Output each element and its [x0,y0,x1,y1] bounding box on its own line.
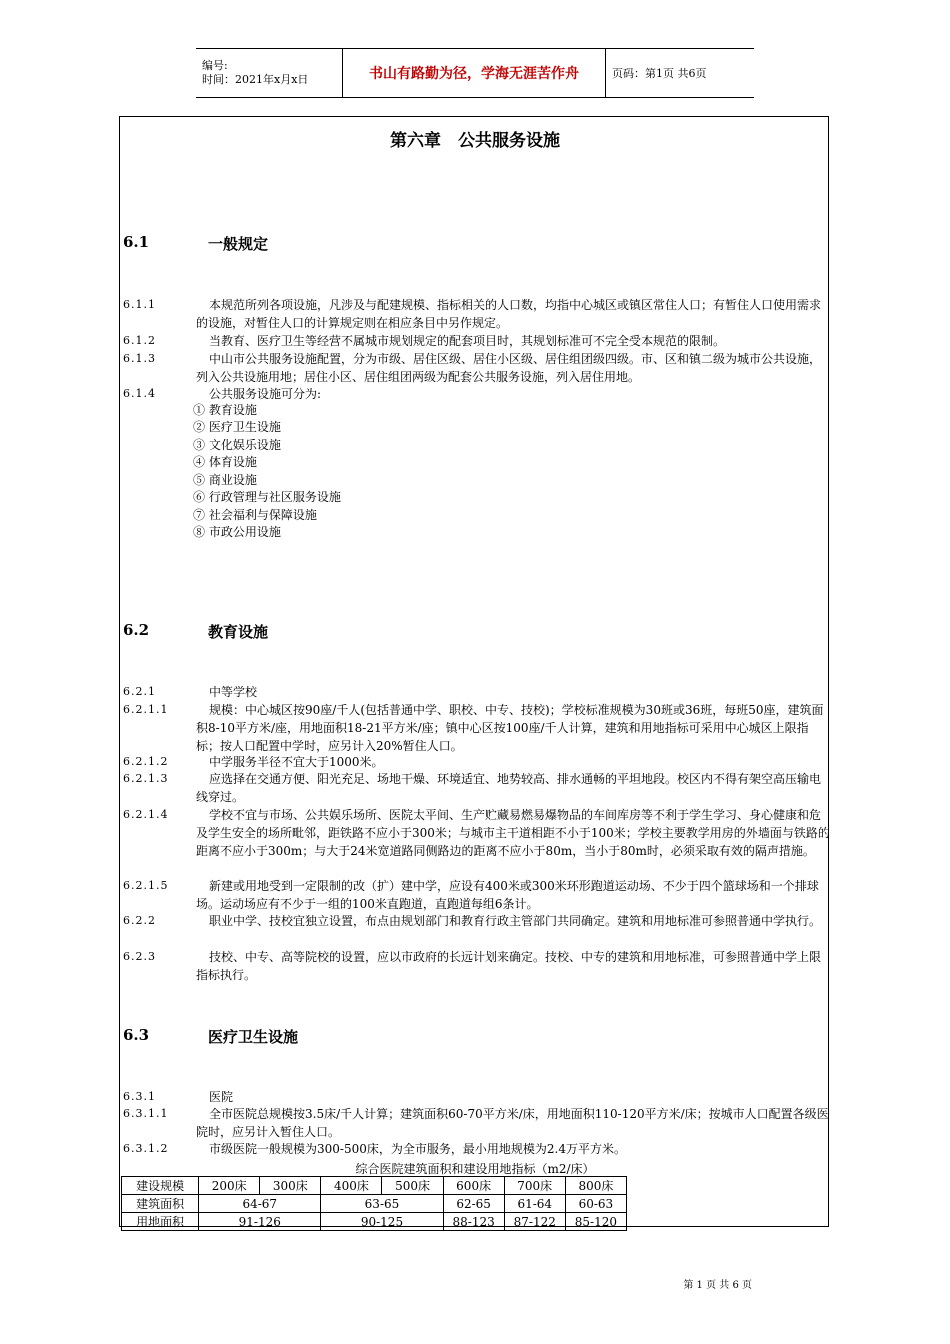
table-header-cell: 200床 [199,1177,260,1195]
list-item: ⑦ 社会福利与保障设施 [193,508,317,522]
table-caption: 综合医院建筑面积和建设用地指标（m2/床） [355,1162,595,1176]
clause-number: 6.1.2 [123,334,156,347]
list-item: ⑥ 行政管理与社区服务设施 [193,490,341,504]
clause-number: 6.3.1.2 [123,1142,169,1155]
table-cell: 用地面积 [122,1213,199,1231]
chapter-title: 第六章 公共服务设施 [390,131,560,151]
clause-number: 6.3.1 [123,1090,156,1103]
header-meta [196,49,343,97]
list-item: ④ 体育设施 [193,455,257,469]
page-footer: 第 1 页 共 6 页 [683,1280,752,1291]
clause-text: 全市医院总规模按3.5床/千人计算；建筑面积60-70平方米/床，用地面积110-120平方米/床；按城市人口配置各级医院时，应另计入暂住人口。 [196,1107,829,1139]
table-header-cell: 400床 [321,1177,382,1195]
section-title: 一般规定 [208,235,269,253]
table-header-row [122,1177,627,1195]
clause-number: 6.2.1.2 [123,755,169,768]
table-cell: 62-65 [443,1195,504,1213]
clause-text: 医院 [209,1090,234,1104]
header-motto: 书山有路勤为径，学海无涯苦作舟 [343,49,606,97]
clause-number: 6.3.1.1 [123,1107,169,1120]
clause-text: 中学服务半径不宜大于1000米。 [209,755,384,769]
clause-number: 6.2.1.3 [123,772,169,785]
section-number: 6.2 [123,621,150,639]
clause-text: 学校不宜与市场、公共娱乐场所、医院太平间、生产贮藏易燃易爆物品的车间库房等不利于学生学习、身心健康和危及学生安全的场所毗邻，距铁路不应小于300米；与城市主干道相距不小于100米；学校主要教学用房的外墙面与铁路的距离不应小于300m；与大于24米宽道路同侧路边的距离不应小于80m，当小于80m时，必须采取有效的隔声措施。 [196,808,830,858]
table-cell: 85-120 [565,1213,626,1231]
header-page-label: 页码：第1页 共6页 [612,67,707,80]
table-header-cell: 500床 [382,1177,443,1195]
clause-number: 6.1.4 [123,387,156,400]
clause-text: 中等学校 [209,685,258,699]
section-number: 6.3 [123,1026,150,1044]
doc-time-label: 时间：2021年x月x日 [202,73,309,86]
clause-text: 公共服务设施可分为: [209,387,322,401]
clause-text: 当教育、医疗卫生等经营不属城市规划规定的配套项目时，其规划标准可不完全受本规范的限制。 [209,334,726,348]
table-cell: 63-65 [321,1195,443,1213]
table-cell: 90-125 [321,1213,443,1231]
section-title: 医疗卫生设施 [208,1028,299,1046]
section-title: 教育设施 [208,623,269,641]
table-header-cell: 700床 [504,1177,565,1195]
clause-text: 职业中学、技校宜独立设置，布点由规划部门和教育行政主管部门共同确定。建筑和用地标准可参照普通中学执行。 [209,914,822,928]
hospital-spec-table [121,1176,627,1231]
clause-text: 本规范所列各项设施，凡涉及与配建规模、指标相关的人口数，均指中心城区或镇区常住人口；有暂住人口使用需求的设施，对暂住人口的计算规定则在相应条目中另作规定。 [196,298,822,330]
table-cell: 61-64 [504,1195,565,1213]
clause-number: 6.1.3 [123,352,156,365]
table-header-cell: 300床 [260,1177,321,1195]
table-cell: 60-63 [565,1195,626,1213]
clause-text: 中山市公共服务设施配置，分为市级、居住区级、居住小区级、居住组团级四级。市、区和镇二级为城市公共设施，列入公共设施用地；居住小区、居住组团两级为配套公共服务设施，列入居住用地。 [196,352,822,384]
clause-text: 技校、中专、高等院校的设置，应以市政府的长远计划来确定。技校、中专的建筑和用地标准，可参照普通中学上限指标执行。 [196,950,822,982]
list-item: ⑧ 市政公用设施 [193,525,281,539]
clause-text: 规模：中心城区按90座/千人(包括普通中学、职校、中专、技校)；学校标准规模为30班或36班，每班50座，建筑面积8-10平方米/座，用地面积18-21平方米/座；镇中心区按100座/千人计算，建筑和用地指标可采用中心城区上限指标；按人口配置中学时，应另计入20%暂住人口。 [196,703,824,753]
clause-number: 6.2.3 [123,950,156,963]
list-item: ② 医疗卫生设施 [193,420,281,434]
list-item: ⑤ 商业设施 [193,473,257,487]
list-item: ① 教育设施 [193,403,257,417]
clause-number: 6.2.1 [123,685,156,698]
clause-number: 6.2.1.5 [123,879,169,892]
table-cell: 88-123 [443,1213,504,1231]
clause-text: 应选择在交通方便、阳光充足、场地干燥、环境适宜、地势较高、排水通畅的平坦地段。校区内不得有架空高压输电线穿过。 [196,772,822,804]
clause-number: 6.2.1.1 [123,703,169,716]
table-cell: 建筑面积 [122,1195,199,1213]
clause-number: 6.2.1.4 [123,808,169,821]
content-frame [119,116,829,1227]
doc-number-label: 编号: [202,59,228,72]
clause-number: 6.2.2 [123,914,156,927]
table-cell: 91-126 [199,1213,321,1231]
section-number: 6.1 [123,233,150,251]
table-header-cell: 800床 [565,1177,626,1195]
table-row [122,1195,627,1213]
page-header [196,48,754,98]
clause-number: 6.1.1 [123,298,156,311]
table-header-cell: 建设规模 [122,1177,199,1195]
list-item: ③ 文化娱乐设施 [193,438,281,452]
table-cell: 87-122 [504,1213,565,1231]
table-header-cell: 600床 [443,1177,504,1195]
table-cell: 64-67 [199,1195,321,1213]
clause-text: 市级医院一般规模为300-500床，为全市服务，最小用地规模为2.4万平方米。 [209,1142,626,1156]
table-row [122,1213,627,1231]
clause-text: 新建或用地受到一定限制的改（扩）建中学，应设有400米或300米环形跑道运动场、不少于四个篮球场和一个排球场。运动场应有不少于一组的100米直跑道，直跑道每组6条计。 [196,879,819,911]
